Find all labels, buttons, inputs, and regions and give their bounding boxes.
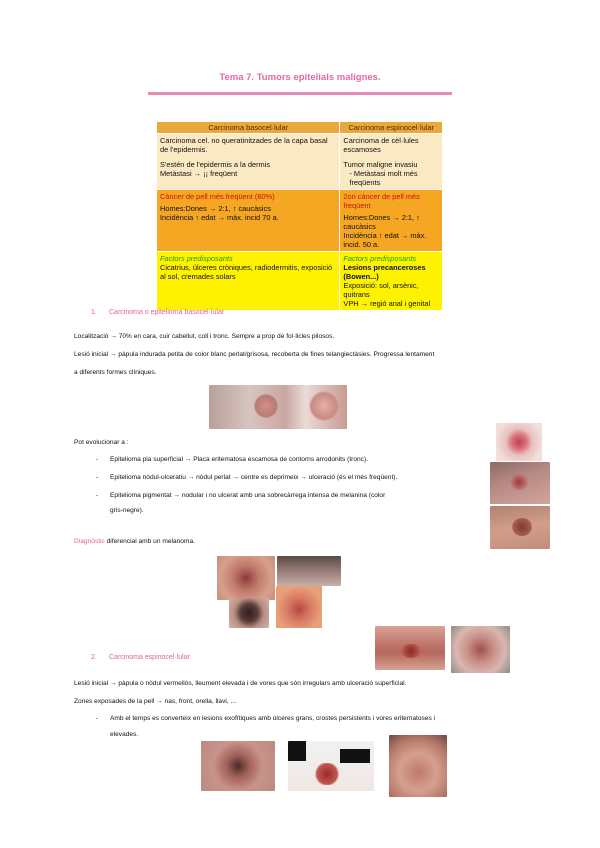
lesio-inicial-espinocel-text: Lesió inicial → pàpula o nòdul vermellós, lleument elevada i de vores que són irregulars amb ulceració superficial. (74, 680, 407, 687)
clinical-photo-diagnostic-2 (277, 556, 341, 586)
table-header-basocel: Carcinoma basocel·lular (157, 122, 340, 134)
bullet-exofitiques: - Amb el temps es converteix en lesions exofítiques amb úlceres grans, crostes persistents i vores eritematoses i (96, 715, 436, 722)
table-cell-espinocel-definition: Carcinoma de cèl·lules escamoses Tumor maligne invasiu - Metàstasi molt més freqüents (340, 134, 443, 190)
table-cell-espinocel-factors: Factors predisposants Lesions precanceroses (Bowen...) Exposició: sol, arsènic, quitrans VPH → regió anal i genital (340, 252, 443, 311)
zones-exposades-text: Zones exposades de la pell → nas, front, orella, llavi, ... (74, 698, 236, 705)
bullet-superficial: - Epitelioma pla superficial → Placa eritematosa escamosa de contorns arrodonits (tronc). (96, 456, 369, 463)
bullet-exofitiques-cont: elevades. (110, 731, 139, 738)
clinical-photo-diagnostic-3 (229, 598, 269, 628)
clinical-photo-diagnostic-1 (217, 556, 275, 600)
clinical-photo-espinocel-2 (201, 741, 275, 791)
page-title: Tema 7. Tumors epitelials malignes. (219, 72, 381, 83)
clinical-photo-espinocel-3 (288, 741, 374, 791)
table-header-espinocel: Carcinoma espinocel·lular (340, 122, 443, 134)
table-cell-basocel-definition: Carcinoma cel. no queratinitzades de la capa basal de l'epidermis. S'estén de l'epidermis a la dermis Metàstasi → ¡¡ freqüent (157, 134, 340, 190)
lesio-inicial-text-cont: a diferents formes clíniques. (74, 369, 157, 376)
bullet-nodul-ulceratiu: - Epitelioma nòdul-ulceratiu → nòdul perlat → centre es deprimeix → ulceració (és el més freqüent). (96, 474, 398, 481)
clinical-photo-espinocel-4 (389, 735, 447, 797)
clinical-photo-superficial (496, 423, 542, 461)
clinical-photo-nodul-ulceratiu (490, 462, 550, 504)
diagnostic-text: Diagnòstic diferencial amb un melanoma. (74, 538, 195, 545)
comparison-table (156, 121, 443, 311)
table-cell-espinocel-epidemiology: 2on càncer de pell més freqüent Homes:Dones → 2:1, ↑ caucàsics Incidència ↑ edat → màx. incid. 50 a. (340, 190, 443, 252)
clinical-photo-espinocel-1 (451, 626, 510, 673)
title-underline (148, 92, 452, 95)
clinical-photo-basocel-lesions (209, 385, 347, 429)
section-2-heading: 2. Carcinoma espinocel·lular (91, 654, 190, 661)
table-cell-basocel-epidemiology: Càncer de pell més freqüent (80%) Homes:Dones → 2:1, ↑ caucàsics Incidència ↑ edat → màx. incid 70 a. (157, 190, 340, 252)
clinical-photo-diagnostic-4 (276, 586, 322, 628)
bullet-pigmentat: - Epitelioma pigmentat → nodular i no ulcerat amb una sobrecàrrega intensa de melanina (color (96, 492, 386, 499)
section-1-heading: 1. Carcinoma o epitelioma basocel·lular (91, 309, 225, 316)
bullet-pigmentat-cont: gris-negre). (110, 507, 144, 514)
table-cell-basocel-factors: Factors predisposants Cicatrius, úlceres cròniques, radiodermitis, exposició al sol, cremades solars (157, 252, 340, 311)
clinical-photo-lip (375, 626, 445, 670)
lesio-inicial-text: Lesió inicial → pàpula indurada petita de color blanc perlat/grisosa, recoberta de fines telangiectàsies. Progressa lentament (74, 351, 435, 358)
clinical-photo-pigmentat (490, 506, 550, 549)
evolucio-text: Pot evolucionar a : (74, 439, 129, 446)
localitzacio-text: Localització → 70% en cara, cuir cabellut, coll i tronc. Sempre a prop de fol·licles pilosos. (74, 333, 335, 340)
